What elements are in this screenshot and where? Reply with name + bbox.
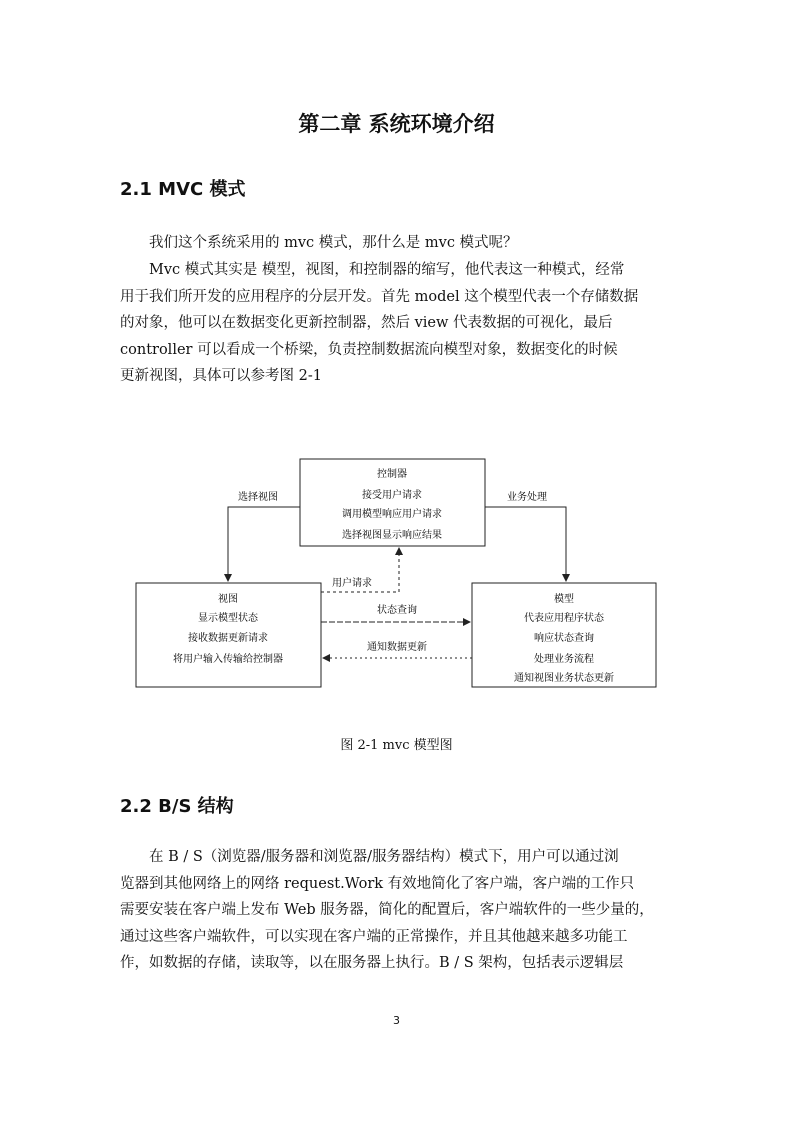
select-view-label: 选择视图 [238,492,278,503]
paragraph-line: 更新视图，具体可以参考图 2-1 [120,368,322,384]
paragraph-line: 通过这些客户端软件，可以实现在客户端的正常操作，并且其他越来越多功能工 [120,928,628,945]
paragraph-line: 我们这个系统采用的 mvc 模式，那什么是 mvc 模式呢？ [149,235,518,251]
section-heading-mvc: 2.1 MVC 模式 [120,179,246,200]
paragraph-line: 的对象，他可以在数据变化更新控制器，然后 view 代表数据的可视化，最后 [120,315,613,331]
controller-title: 控制器 [377,469,407,480]
user-request-label: 用户请求 [332,578,372,589]
model-line: 通知视图业务状态更新 [514,673,614,684]
paragraph-line: 在 B / S（浏览器/服务器和浏览器/服务器结构）模式下，用户可以通过浏 [149,849,619,865]
model-line: 响应状态查询 [534,633,594,644]
paragraph-bs-explanation [120,844,673,977]
view-line: 显示模型状态 [198,613,258,624]
model-line: 代表应用程序状态 [524,613,604,624]
paragraph-line: 用于我们所开发的应用程序的分层开发。首先 model 这个模型代表一个存储数据 [120,288,639,305]
chapter-title: 第二章 系统环境介绍 [298,112,495,136]
figure-caption: 图 2-1 mvc 模型图 [340,738,453,753]
controller-line: 接受用户请求 [362,490,422,501]
view-line: 接收数据更新请求 [188,633,268,644]
paragraph-line: controller 可以看成一个桥梁，负责控制数据流向模型对象，数据变化的时候 [120,341,618,358]
view-title: 视图 [218,594,238,605]
controller-line: 调用模型响应用户请求 [342,509,442,520]
business-label: 业务处理 [507,492,547,503]
paragraph-line: Mvc 模式其实是 模型，视图，和控制器的缩写，他代表这一种模式，经常 [149,262,625,278]
state-query-label: 状态查询 [377,605,417,616]
page-number: 3 [393,1014,400,1027]
business-arrow [485,507,566,581]
paragraph-line: 作，如数据的存储，读取等，以在服务器上执行。B / S 架构，包括表示逻辑层 [120,955,624,971]
select-view-arrow [228,507,300,581]
model-title: 模型 [554,594,574,605]
paragraph-line: 需要安装在客户端上发布 Web 服务器，简化的配置后，客户端软件的一些少量的， [120,902,654,918]
controller-line: 选择视图显示响应结果 [342,530,442,541]
model-line: 处理业务流程 [534,654,594,665]
notify-update-label: 通知数据更新 [367,642,427,653]
section-heading-bs: 2.2 B/S 结构 [120,796,234,817]
view-line: 将用户输入传输给控制器 [173,654,283,665]
paragraph-line: 览器到其他网络上的网络 request.Work 有效地简化了客户端，客户端的工作只 [120,875,635,892]
